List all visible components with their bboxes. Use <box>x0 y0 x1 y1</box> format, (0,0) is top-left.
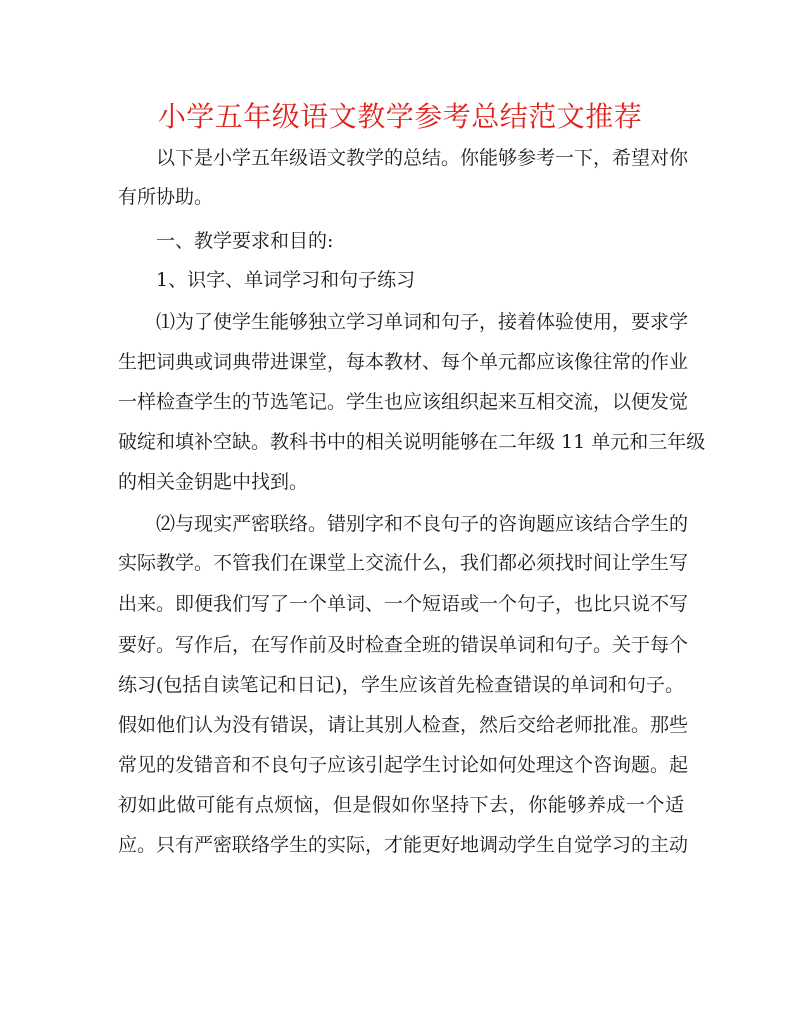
paragraph-2-line-6: 假如他们认为没有错误，请让其别人检查，然后交给老师批准。那些 <box>118 714 689 736</box>
paragraph-2-line-5: 练习(包括自读笔记和日记)，学生应该首先检查错误的单词和句子。 <box>118 674 684 696</box>
paragraph-2-line-1: ⑵与现实严密联络。错别字和不良句子的咨询题应该结合学生的 <box>156 513 689 535</box>
intro-line-2: 有所协助。 <box>118 186 214 208</box>
paragraph-2-line-4: 要好。写作后，在写作前及时检查全班的错误单词和句子。关于每个 <box>118 634 689 656</box>
paragraph-1-line-1: ⑴为了使学生能够独立学习单词和句子，接着体验使用，要求学 <box>156 311 689 333</box>
paragraph-2-line-8: 初如此做可能有点烦恼，但是假如你坚持下去，你能够养成一个适 <box>118 794 684 816</box>
paragraph-1-line-2: 生把词典或词典带进课堂，每本教材、每个单元都应该像往常的作业 <box>118 351 689 373</box>
document-title: 小学五年级语文教学参考总结范文推荐 <box>157 100 643 133</box>
paragraph-2-line-7: 常见的发错音和不良句子应该引起学生讨论如何处理这个咨询题。起 <box>118 754 689 776</box>
paragraph-2-line-3: 出来。即便我们写了一个单词、一个短语或一个句子，也比只说不写 <box>118 593 689 615</box>
paragraph-1-line-5: 的相关金钥匙中找到。 <box>118 471 309 493</box>
intro-line-1: 以下是小学五年级语文教学的总结。你能够参考一下，希望对你 <box>156 147 689 169</box>
section-heading-1: 一、教学要求和目的: <box>156 230 334 252</box>
paragraph-2-line-2: 实际教学。不管我们在课堂上交流什么，我们都必须找时间让学生写 <box>118 552 689 574</box>
subsection-heading-1: 1、识字、单词学习和句子练习 <box>156 269 416 291</box>
paragraph-1-line-3: 一样检查学生的节选笔记。学生也应该组织起来互相交流，以便发觉 <box>118 391 689 413</box>
paragraph-2-line-9: 应。只有严密联络学生的实际，才能更好地调动学生自觉学习的主动 <box>118 834 689 856</box>
paragraph-1-line-4: 破绽和填补空缺。教科书中的相关说明能够在二年级 11 单元和三年级 <box>118 431 706 453</box>
